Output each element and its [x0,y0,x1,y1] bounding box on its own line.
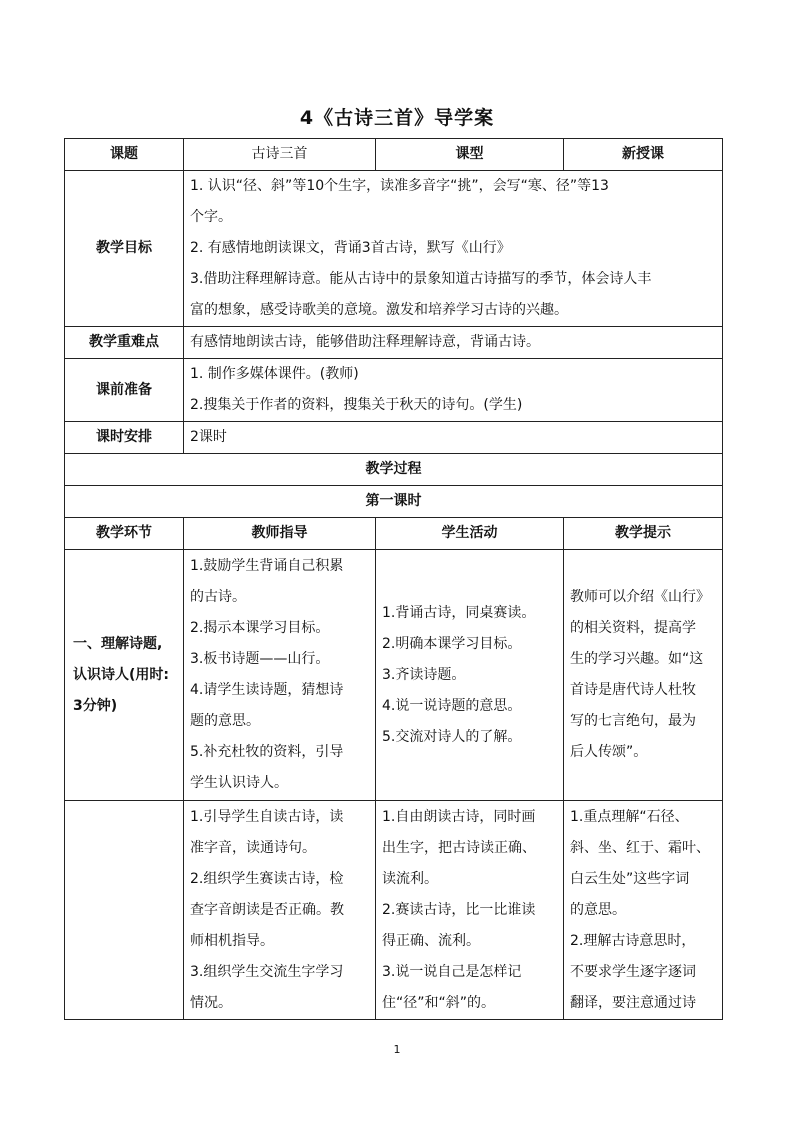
teacher-line: 3.组织学生交流生字学习 [190,963,344,980]
step1-name-line: 一、理解诗题, [73,635,163,652]
step2-teacher [184,801,376,1020]
step2-tips [564,801,723,1020]
student-line: 1.自由朗读古诗，同时画 [382,808,536,825]
teacher-line: 学生认识诗人。 [190,775,288,791]
tip-line: 白云生处”这些字词 [570,870,690,887]
step2-row [65,801,723,1020]
teacher-line: 师相机指导。 [190,932,274,949]
topic-label: 课题 [65,139,184,171]
step1-student [376,550,564,801]
tip-line: 首诗是唐代诗人杜牧 [570,682,696,698]
schedule-row [65,422,723,454]
step1-row [65,550,723,801]
step1-name [65,550,184,801]
column-header: 学生活动 [376,518,564,550]
preparation-label: 课前准备 [65,359,184,422]
student-line: 出生字，把古诗读正确、 [382,839,536,856]
student-line: 2.明确本课学习目标。 [382,635,522,652]
tip-line: 翻译，要注意通过诗 [570,994,696,1011]
step2-name [65,801,184,1020]
teacher-line: 情况。 [190,994,232,1011]
key-points-label: 教学重难点 [65,327,184,359]
preparation-content [184,359,723,422]
tip-line: 2.理解古诗意思时， [570,932,696,949]
teacher-line: 4.请学生读诗题，猜想诗 [190,682,344,698]
teacher-line: 1.鼓励学生背诵自己积累 [190,558,344,574]
teacher-line: 题的意思。 [190,713,260,729]
step1-teacher [184,550,376,801]
topic-row [65,139,723,171]
key-points-row [65,327,723,359]
tip-line: 的意思。 [570,901,626,918]
student-line: 5.交流对诗人的了解。 [382,728,522,745]
teacher-line: 1.引导学生自读古诗，读 [190,808,344,825]
goal-line: 2. 有感情地朗读课文，背诵3首古诗，默写《山行》 [190,240,511,256]
goals-label: 教学目标 [65,171,184,327]
column-header: 教学环节 [65,518,184,550]
teacher-line: 5.补充杜牧的资料，引导 [190,744,344,760]
process-title: 教学过程 [65,454,723,486]
teacher-line: 查字音朗读是否正确。教 [190,901,344,918]
teacher-line: 的古诗。 [190,589,246,605]
student-line: 住“径”和“斜”的。 [382,994,496,1011]
column-header: 教师指导 [184,518,376,550]
goals-content [184,171,723,327]
lesson-title-row [65,486,723,518]
goal-line: 个字。 [190,209,232,225]
teacher-line: 准字音，读通诗句。 [190,839,316,856]
schedule-label: 课时安排 [65,422,184,454]
tip-line: 写的七言绝句，最为 [570,713,696,729]
tip-line: 1.重点理解“石径、 [570,808,689,825]
lesson-plan-table [64,138,723,1020]
topic-value: 古诗三首 [184,139,376,171]
student-line: 3.说一说自己是怎样记 [382,963,522,980]
goal-line: 富的想象，感受诗歌美的意境。激发和培养学习古诗的兴趣。 [190,302,568,318]
goal-line: 1. 认识“径、斜”等10个生字，读准多音字“挑”，会写“寒、径”等13 [190,178,609,194]
teacher-line: 2.组织学生赛读古诗，检 [190,870,344,887]
tip-line: 不要求学生逐字逐词 [570,963,696,980]
step1-name-line: 3分钟) [73,697,118,714]
type-label: 课型 [376,139,564,171]
goals-row [65,171,723,327]
goal-line: 3.借助注释理解诗意。能从古诗中的景象知道古诗描写的季节，体会诗人丰 [190,271,652,287]
step2-student [376,801,564,1020]
teacher-line: 3.板书诗题——山行。 [190,651,330,667]
teacher-line: 2.揭示本课学习目标。 [190,620,330,636]
student-line: 2.赛读古诗，比一比谁读 [382,901,536,918]
tip-line: 的相关资料，提高学 [570,620,696,636]
preparation-line: 2.搜集关于作者的资料，搜集关于秋天的诗句。(学生) [190,397,523,413]
page-title: 4《古诗三首》导学案 [299,107,495,129]
schedule-value: 2课时 [184,422,723,454]
tip-line: 生的学习兴趣。如“这 [570,651,704,667]
page-number: 1 [393,1043,401,1056]
preparation-line: 1. 制作多媒体课件。(教师) [190,366,359,382]
lesson-title: 第一课时 [65,486,723,518]
step1-name-line: 认识诗人(用时: [73,666,169,683]
student-line: 3.齐读诗题。 [382,666,466,683]
student-line: 1.背诵古诗，同桌赛读。 [382,604,536,621]
tip-line: 斜、坐、红于、霜叶、 [570,839,710,856]
step1-tips [564,550,723,801]
key-points-value: 有感情地朗读古诗，能够借助注释理解诗意，背诵古诗。 [184,327,723,359]
column-header: 教学提示 [564,518,723,550]
student-line: 读流利。 [382,870,438,887]
preparation-row [65,359,723,422]
tip-line: 教师可以介绍《山行》 [570,589,710,605]
column-header-row [65,518,723,550]
process-title-row [65,454,723,486]
student-line: 4.说一说诗题的意思。 [382,697,522,714]
tip-line: 后人传颂”。 [570,744,648,760]
student-line: 得正确、流利。 [382,932,480,949]
type-value: 新授课 [564,139,723,171]
